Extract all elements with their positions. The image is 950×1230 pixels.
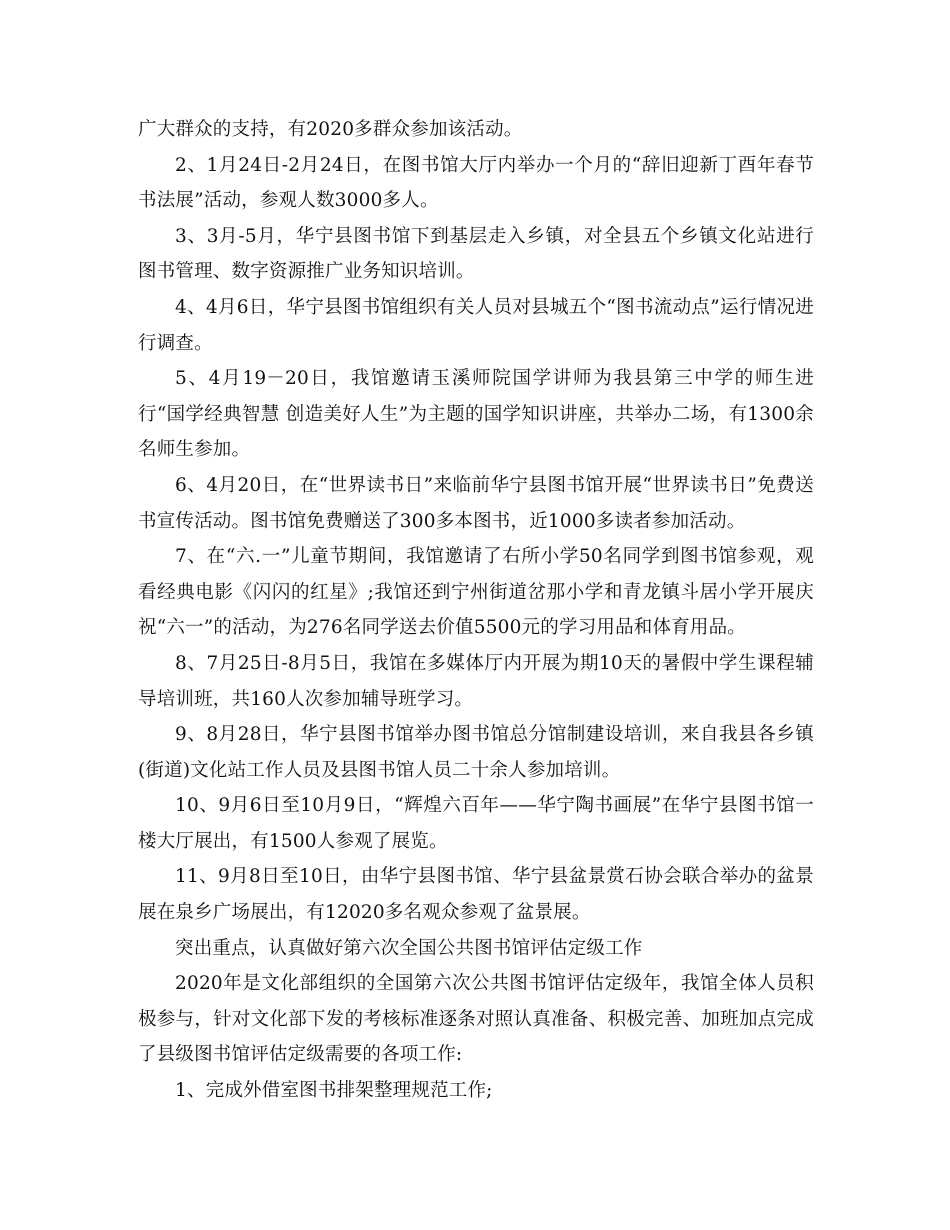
- document-body: [138, 112, 814, 1109]
- paragraph-item-9: 9、8月28日，华宁县图书馆举办图书馆总分馆制建设培训，来自我县各乡镇(街道)文化站工作人员及县图书馆人员二十余人参加培训。: [138, 724, 814, 781]
- paragraph-continuation: 广大群众的支持，有2020多群众参加该活动。: [138, 119, 523, 140]
- paragraph-item-6: 6、4月20日，在“世界读书日”来临前华宁县图书馆开展“世界读书日”免费送书宣传活动。图书馆免费赠送了300多本图书，近1000多读者参加活动。: [138, 474, 814, 532]
- paragraph-item-10: 10、9月6日至10月9日，“辉煌六百年——华宁陶书画展”在华宁县图书馆一楼大厅展出，有1500人参观了展览。: [138, 795, 814, 852]
- paragraph-item-7: 7、在“六.一”儿童节期间，我馆邀请了右所小学50名同学到图书馆参观，观看经典电影《闪闪的红星》;我馆还到宁州街道岔那小学和青龙镇斗居小学开展庆祝“六一”的活动，为276名同学送去价值5500元的学习用品和体育用品。: [138, 546, 814, 639]
- paragraph-item-5: 5、4月19－20日，我馆邀请玉溪师院国学讲师为我县第三中学的师生进行“国学经典智慧 创造美好人生”为主题的国学知识讲座，共举办二场，有1300余名师生参加。: [138, 368, 814, 461]
- paragraph-item-11: 11、9月8日至10日，由华宁县图书馆、华宁县盆景赏石协会联合举办的盆景展在泉乡广场展出，有12020多名观众参观了盆景展。: [138, 866, 814, 924]
- paragraph-item-2: 2、1月24日-2月24日，在图书馆大厅内举办一个月的“辞旧迎新丁酉年春节书法展”活动，参观人数3000多人。: [138, 154, 814, 212]
- paragraph-item-3: 3、3月-5月，华宁县图书馆下到基层走入乡镇，对全县五个乡镇文化站进行图书管理、数字资源推广业务知识培训。: [138, 225, 814, 283]
- section-heading: 突出重点，认真做好第六次全国公共图书馆评估定级工作: [175, 937, 643, 959]
- paragraph-evaluation-item-1: 1、完成外借室图书排架整理规范工作;: [175, 1080, 493, 1102]
- paragraph-item-8: 8、7月25日-8月5日，我馆在多媒体厅内开展为期10天的暑假中学生课程辅导培训班，共160人次参加辅导班学习。: [138, 652, 814, 710]
- paragraph-item-4: 4、4月6日，华宁县图书馆组织有关人员对县城五个“图书流动点”运行情况进行调查。: [138, 296, 814, 354]
- paragraph-evaluation-intro: 2020年是文化部组织的全国第六次公共图书馆评估定级年，我馆全体人员积极参与，针对文化部下发的考核标准逐条对照认真准备、积极完善、加班加点完成了县级图书馆评估定级需要的各项工作:: [138, 973, 814, 1066]
